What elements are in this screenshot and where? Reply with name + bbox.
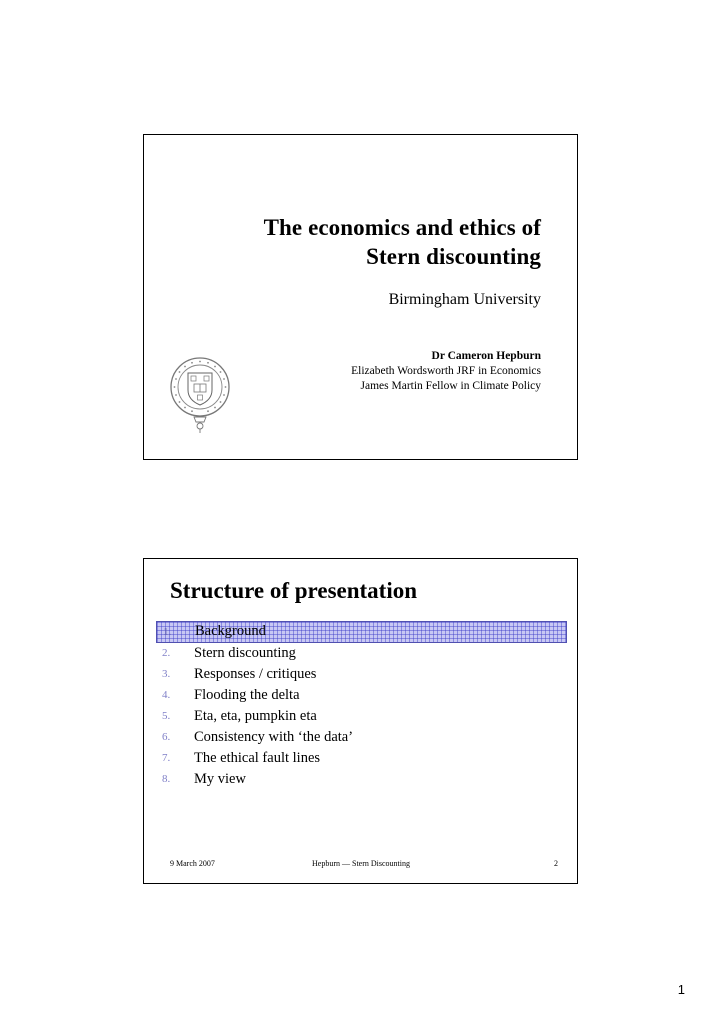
list-item: [156, 727, 567, 748]
item-label: Responses / critiques: [194, 666, 317, 682]
item-number: 1.: [163, 626, 172, 638]
slide-title: Structure of presentation: [170, 578, 418, 603]
item-label: Consistency with ‘the data’: [194, 729, 354, 745]
item-label: The ethical fault lines: [194, 750, 321, 766]
author-name: Dr Cameron Hepburn: [431, 350, 541, 362]
footer-date: 9 March 2007: [170, 859, 215, 868]
author-role-2: James Martin Fellow in Climate Policy: [360, 380, 541, 392]
list-item: [156, 621, 567, 643]
outline-list: [156, 621, 567, 790]
footer-slide-number: 2: [554, 859, 558, 868]
list-item: [156, 685, 567, 706]
item-label: Flooding the delta: [194, 687, 300, 703]
list-item: [156, 748, 567, 769]
item-number: 7.: [162, 752, 171, 764]
item-number: 4.: [162, 689, 171, 701]
university-crest-icon: [169, 356, 231, 434]
item-number: 8.: [162, 773, 171, 785]
slide-title-line2: Stern discounting: [366, 244, 541, 269]
list-item: [156, 769, 567, 790]
slide-title: [264, 213, 541, 271]
title-slide: [143, 134, 578, 460]
slide-subtitle: Birmingham University: [388, 291, 541, 308]
list-item: [156, 664, 567, 685]
author-block: [351, 349, 541, 394]
item-number: 3.: [162, 668, 171, 680]
list-item: [156, 643, 567, 664]
page-number: 1: [677, 982, 685, 997]
list-item: [156, 706, 567, 727]
item-label: Stern discounting: [194, 645, 296, 661]
item-label: Eta, eta, pumpkin eta: [194, 708, 317, 724]
item-number: 6.: [162, 731, 171, 743]
item-number: 5.: [162, 710, 171, 722]
author-role-1: Elizabeth Wordsworth JRF in Economics: [351, 365, 541, 377]
structure-slide: [143, 558, 578, 884]
item-number: 2.: [162, 647, 171, 659]
item-label: My view: [194, 771, 246, 787]
slide-title-line1: The economics and ethics of: [263, 215, 541, 240]
item-label: Background: [195, 623, 266, 639]
footer-title: Hepburn — Stern Discounting: [312, 859, 410, 868]
